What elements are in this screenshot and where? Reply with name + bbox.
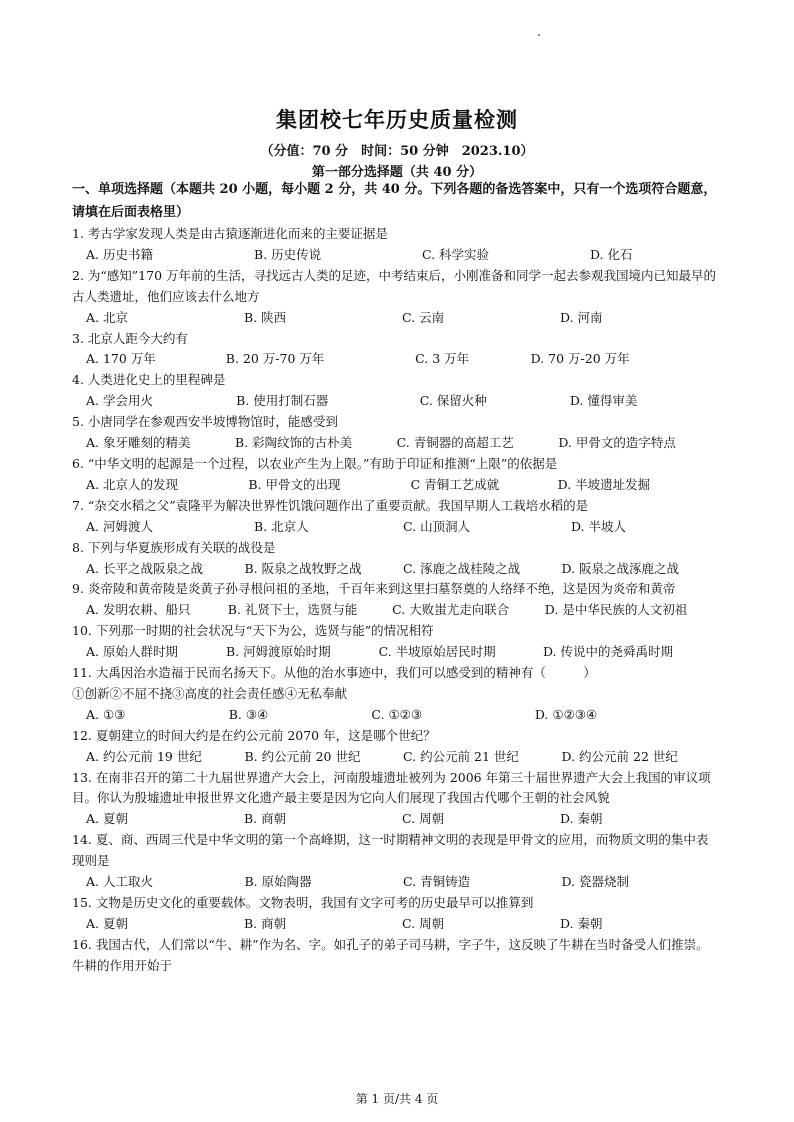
option-c[interactable]: C. 周朝 <box>402 915 445 931</box>
option-d[interactable]: D. 懂得审美 <box>569 393 638 409</box>
question-stem: 4. 人类进化史上的里程碑是 <box>72 372 226 388</box>
option-d[interactable]: D. 半坡人 <box>570 518 627 534</box>
exam-meta: （分值：70 分 时间：50 分钟 2023.10） <box>260 144 534 159</box>
option-d[interactable]: D. 化石 <box>589 246 633 262</box>
option-a[interactable]: A. 学会用火 <box>86 393 153 409</box>
option-c[interactable]: C. 周朝 <box>402 811 445 827</box>
option-a[interactable]: A. 人工取火 <box>86 874 153 890</box>
question-stem: 2. 为“感知”170 万年前的生活，寻找远古人类的足迹，中考结束后，小刚准备和同学一起去参观我国境内已知最早的古人类遗址，他们应该去什么地方 <box>72 267 717 304</box>
option-b[interactable]: B. 北京人 <box>253 518 309 534</box>
section-heading: 一、单项选择题（本题共 20 小题，每小题 2 分，共 40 分。下列各题的备选答案中，只有一个选项符合题意，请填在后面表格里） <box>72 182 717 220</box>
option-d[interactable]: D. 70 万-20 万年 <box>530 351 630 367</box>
option-d[interactable]: D. ①②③④ <box>534 706 598 722</box>
question-stem: 6. “中华文明的起源是一个过程，以农业产生为上限。”有助于印证和推测“上限”的依据是 <box>72 455 558 471</box>
exam-title: 集团校七年历史质量检测 <box>276 107 518 132</box>
option-row <box>72 600 720 621</box>
option-b[interactable]: B. 阪泉之战牧野之战 <box>244 560 362 576</box>
option-b[interactable]: B. 使用打制石器 <box>236 393 329 409</box>
option-row <box>72 914 720 935</box>
option-a[interactable]: A. 夏朝 <box>86 811 128 827</box>
option-a[interactable]: A. 约公元前 19 世纪 <box>86 748 202 764</box>
question-stem: 11. 大禹因治水造福于民而名扬天下。从他的治水事迹中，我们可以感受到的精神有（ ） <box>72 665 596 681</box>
option-c[interactable]: C. ①②③ <box>371 706 423 722</box>
option-a[interactable]: A. 长平之战阪泉之战 <box>86 560 203 576</box>
option-row <box>72 872 720 893</box>
option-c[interactable]: C. 云南 <box>402 309 445 325</box>
option-a[interactable]: A. 原始人群时期 <box>86 644 178 660</box>
option-b[interactable]: B. 商朝 <box>244 915 287 931</box>
option-b[interactable]: B. 甲骨文的出现 <box>248 476 341 492</box>
option-c[interactable]: C. 大败蚩尤走向联合 <box>392 602 510 618</box>
option-c[interactable]: C. 3 万年 <box>415 351 470 367</box>
option-c[interactable]: C. 保留火种 <box>419 393 487 409</box>
option-d[interactable]: D. 阪泉之战涿鹿之战 <box>561 560 680 576</box>
option-a[interactable]: A. 170 万年 <box>86 351 156 367</box>
page-footer: 第 1 页/共 4 页 <box>355 1092 439 1106</box>
option-d[interactable]: D. 秦朝 <box>560 915 603 931</box>
question-stem: 15. 文物是历史文化的重要载体。文物表明，我国有文字可考的历史最早可以推算到 <box>72 895 534 910</box>
option-b[interactable]: B. 商朝 <box>244 811 287 827</box>
part-heading: 第一部分选择题（共 40 分） <box>311 165 483 180</box>
question-list <box>72 178 720 977</box>
question-stem: 12. 夏朝建立的时间大约是在约公元前 2070 年，这是哪个世纪？ <box>72 727 436 743</box>
question-stem: 14. 夏、商、西周三代是中华文明的第一个高峰期，这一时期精神文明的表现是甲骨文的应用，而物质文明的集中表现则是 <box>72 832 709 869</box>
option-c[interactable]: C. 约公元前 21 世纪 <box>403 748 519 764</box>
option-row <box>72 559 720 580</box>
option-b[interactable]: B. 河姆渡原始时期 <box>225 644 331 660</box>
option-d[interactable]: D. 甲骨文的造字特点 <box>558 435 676 451</box>
option-d[interactable]: D. 传说中的尧舜禹时期 <box>542 644 674 660</box>
option-d[interactable]: D. 约公元前 22 世纪 <box>561 748 678 764</box>
option-row <box>72 517 720 538</box>
option-b[interactable]: B. 彩陶纹饰的古朴美 <box>235 435 353 451</box>
option-a[interactable]: A. 历史书籍 <box>86 246 153 262</box>
option-c[interactable]: C 青铜工艺成就 <box>410 476 500 492</box>
option-a[interactable]: A. ①③ <box>86 706 126 722</box>
option-row <box>72 308 720 329</box>
option-b[interactable]: B. 约公元前 20 世纪 <box>244 748 361 764</box>
option-row <box>72 809 720 830</box>
option-row <box>72 391 720 412</box>
question-stem: 13. 在南非召开的第二十九届世界遗产大会上，河南殷墟遗址被列为 2006 年第三十届世界遗产大会上我国的审议项目。你认为殷墟遗址申报世界文化遗产最主要是因为它向人们展现了我国古代哪个王朝的社会风貌 <box>72 769 711 806</box>
question-stem: 9. 炎帝陵和黄帝陵是炎黄子孙寻根问祖的圣地，千百年来到这里扫墓祭奠的人络绎不绝，这是因为炎帝和黄帝 <box>72 581 676 597</box>
option-d[interactable]: D. 秦朝 <box>560 811 603 827</box>
option-b[interactable]: B. 礼贤下士，选贤与能 <box>227 602 358 618</box>
option-d[interactable]: D. 是中华民族的人文初祖 <box>544 602 688 618</box>
option-b[interactable]: B. ③④ <box>228 706 269 722</box>
question-stem: 3. 北京人距今大约有 <box>72 330 188 346</box>
scan-speck <box>538 34 540 36</box>
option-row <box>72 245 720 266</box>
option-row <box>72 475 720 496</box>
option-b[interactable]: B. 原始陶器 <box>244 874 312 890</box>
option-b[interactable]: B. 历史传说 <box>253 246 322 262</box>
option-c[interactable]: C. 青铜器的高超工艺 <box>396 435 514 451</box>
question-stem: 10. 下列那一时期的社会状况与“天下为公，选贤与能”的情况相符 <box>72 623 434 639</box>
option-b[interactable]: B. 陕西 <box>244 309 287 325</box>
option-d[interactable]: D. 瓷器烧制 <box>561 874 630 890</box>
question-stem: 5. 小唐同学在参观西安半坡博物馆时，能感受到 <box>72 414 338 430</box>
question-stem: 8. 下列与华夏族形成有关联的战役是 <box>72 539 276 555</box>
question-stem: 7. “杂交水稻之父”袁隆平为解决世界性饥饿问题作出了重要贡献。我国早期人工栽培水稻的是 <box>72 497 589 513</box>
option-a[interactable]: A. 北京人的发现 <box>86 476 178 492</box>
option-row <box>72 747 720 768</box>
option-c[interactable]: C. 科学实验 <box>421 246 490 262</box>
option-a[interactable]: A. 夏朝 <box>86 915 128 931</box>
question-stem: 1. 考古学家发现人类是由古猿逐渐进化而来的主要证据是 <box>72 226 388 241</box>
option-d[interactable]: D. 河南 <box>560 309 603 325</box>
option-row <box>72 642 720 663</box>
option-a[interactable]: A. 发明农耕、船只 <box>86 602 191 618</box>
question-statements: ①创新②不屈不挠③高度的社会责任感④无私奉献 <box>72 685 348 701</box>
option-row <box>72 705 720 726</box>
option-a[interactable]: A. 象牙雕刻的精美 <box>86 435 191 451</box>
option-c[interactable]: C. 半坡原始居民时期 <box>378 644 496 660</box>
option-a[interactable]: A. 北京 <box>86 309 128 325</box>
option-d[interactable]: D. 半坡遗址发掘 <box>557 476 651 492</box>
option-c[interactable]: C. 山顶洞人 <box>403 518 471 534</box>
questions-container <box>72 224 720 977</box>
question-stem: 16. 我国古代，人们常以“牛、耕”作为名、字。如孔子的弟子司马耕，字子牛，这反映了牛耕在当时备受人们推崇。牛耕的作用开始于 <box>72 936 709 973</box>
option-c[interactable]: C. 涿鹿之战桂陵之战 <box>403 560 521 576</box>
option-row <box>72 433 720 454</box>
option-row <box>72 349 720 370</box>
option-a[interactable]: A. 河姆渡人 <box>86 518 153 534</box>
option-b[interactable]: B. 20 万-70 万年 <box>225 351 325 367</box>
option-c[interactable]: C. 青铜铸造 <box>403 874 471 890</box>
